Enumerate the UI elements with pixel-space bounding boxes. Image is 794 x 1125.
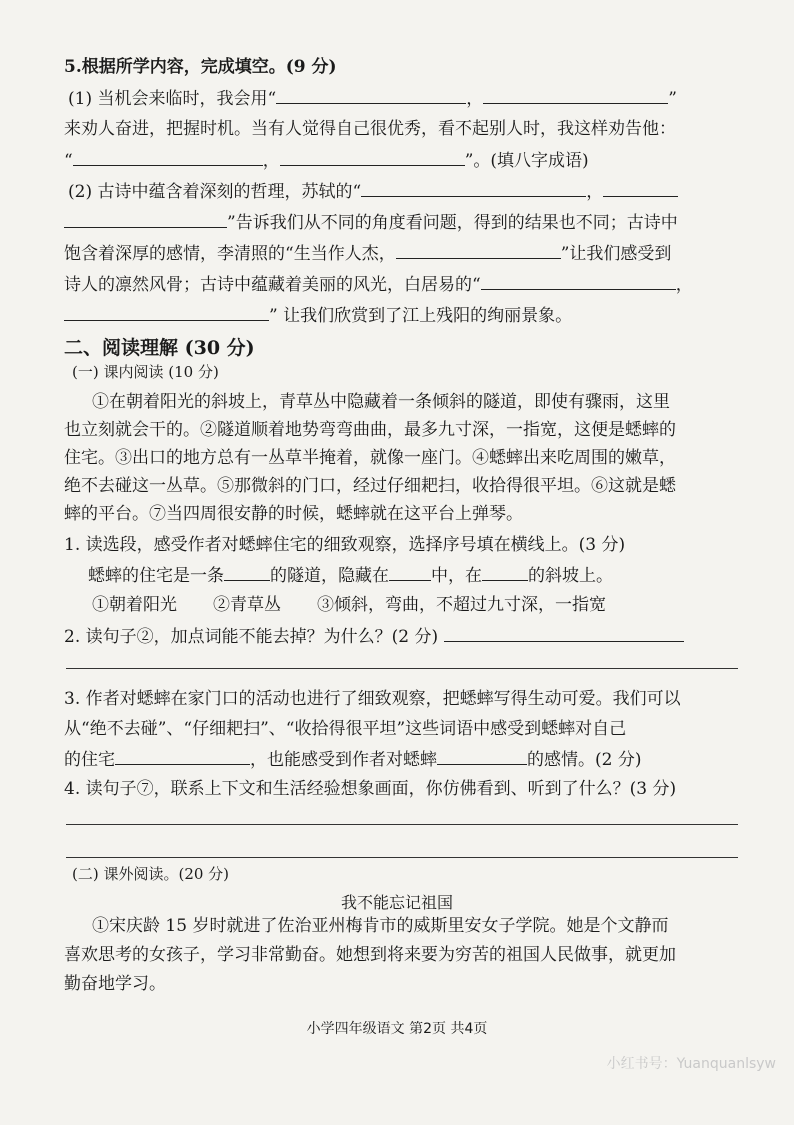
article-line: 勤奋地学习。: [64, 974, 166, 994]
q3-line3: 的住宅 ，也能感受到作者对蟋蟀 的感情。(2 分): [64, 747, 744, 772]
passage-line: 也立刻就会干的。②隧道顺着地势弯弯曲曲，最多九寸深，一指宽，这便是蟋蟀的: [64, 420, 676, 440]
q2-stem: 2. 读句子②，加点词能不能去掉？为什么？(2 分): [64, 624, 744, 649]
q1-options: [92, 593, 744, 617]
answer-line[interactable]: [66, 857, 738, 858]
q4-stem: 4. 读句子⑦，联系上下文和生活经验想象画面，你仿佛看到、听到了什么？(3 分): [64, 779, 677, 799]
q1-stem: 1. 读选段，感受作者对蟋蟀住宅的细致观察，选择序号填在横线上。(3 分): [64, 535, 626, 555]
q1-option: ①朝着阳光: [92, 595, 177, 615]
answer-blank[interactable]: [115, 747, 250, 765]
q5-p2-line5: ” 让我们欣赏到了江上残阳的绚丽景象。: [64, 303, 744, 328]
passage-line: 住宅。③出口的地方总有一丛草半掩着，就像一座门。④蟋蟀出来吃周围的嫩草，: [64, 448, 676, 468]
answer-line[interactable]: [66, 668, 738, 669]
q1-option: ③倾斜，弯曲，不超过九寸深，一指宽: [317, 595, 606, 615]
answer-blank[interactable]: [361, 179, 586, 197]
q5-p1-line3: “ ， ”。(填八字成语): [64, 148, 744, 173]
section2-sub1: (一) 课内阅读 (10 分): [72, 363, 219, 381]
q5-p2-line4: 诗人的凛然风骨；古诗中蕴藏着美丽的风光，白居易的“ ，: [64, 272, 744, 297]
answer-blank[interactable]: [64, 303, 269, 321]
page-footer: 小学四年级语文 第2页 共4页: [306, 1021, 488, 1037]
q3-line2: 从“绝不去碰”、“仔细耙扫”、“收拾得很平坦”这些词语中感受到蟋蟀对自己: [64, 719, 627, 739]
answer-blank[interactable]: [389, 563, 431, 581]
watermark: 小红书号：Yuanquanlsyw: [606, 1056, 776, 1072]
q5-heading: 5.根据所学内容，完成填空。(9 分): [64, 57, 337, 77]
answer-blank[interactable]: [64, 210, 227, 228]
q5-p2-line2: ”告诉我们从不同的角度看问题，得到的结果也不同；古诗中: [64, 210, 744, 235]
answer-blank[interactable]: [73, 148, 263, 166]
article-line: 喜欢思考的女孩子，学习非常勤奋。她想到将来要为穷苦的祖国人民做事，就更加: [64, 945, 676, 965]
q1-option: ②青草丛: [213, 595, 281, 615]
answer-blank[interactable]: [276, 86, 466, 104]
answer-blank[interactable]: [437, 747, 527, 765]
passage-line: ①在朝着阳光的斜坡上，青草丛中隐藏着一条倾斜的隧道，即使有骤雨，这里: [92, 392, 670, 412]
article-title: 我不能忘记祖国: [340, 893, 453, 912]
answer-blank[interactable]: [444, 624, 684, 642]
passage-line: 蟀的平台。⑦当四周很安静的时候，蟋蟀就在这平台上弹琴。: [64, 504, 523, 524]
passage-line: 绝不去碰这一丛草。⑤那微斜的门口，经过仔细耙扫，收拾得很平坦。⑥这就是蟋: [64, 476, 676, 496]
section2-heading: 二、阅读理解 (30 分): [64, 337, 255, 359]
q1-line: 蟋蟀的住宅是一条 的隧道，隐藏在 中，在 的斜坡上。: [88, 563, 744, 588]
q5-p1-line1: (1) 当机会来临时，我会用“ ， ”: [68, 86, 744, 111]
q3-line1: 3. 作者对蟋蟀在家门口的活动也进行了细致观察，把蟋蟀写得生动可爱。我们可以: [64, 689, 681, 709]
section2-sub2: (二) 课外阅读。(20 分): [72, 865, 230, 883]
answer-blank[interactable]: [482, 563, 528, 581]
answer-blank[interactable]: [224, 563, 270, 581]
answer-blank[interactable]: [396, 241, 561, 259]
q5-p1-line2: 来劝人奋进，把握时机。当有人觉得自己很优秀，看不起别人时，我这样劝告他：: [64, 119, 676, 139]
answer-blank[interactable]: [481, 272, 676, 290]
answer-blank[interactable]: [603, 179, 678, 197]
answer-blank[interactable]: [280, 148, 465, 166]
answer-blank[interactable]: [483, 86, 668, 104]
article-line: ①宋庆龄 15 岁时就进了佐治亚州梅肯市的威斯里安女子学院。她是个文静而: [92, 916, 669, 936]
answer-line[interactable]: [66, 824, 738, 825]
q5-p2-line3: 饱含着深厚的感情，李清照的“生当作人杰， ”让我们感受到: [64, 241, 744, 266]
q5-p2-line1: (2) 古诗中蕴含着深刻的哲理，苏轼的“ ，: [68, 179, 744, 204]
